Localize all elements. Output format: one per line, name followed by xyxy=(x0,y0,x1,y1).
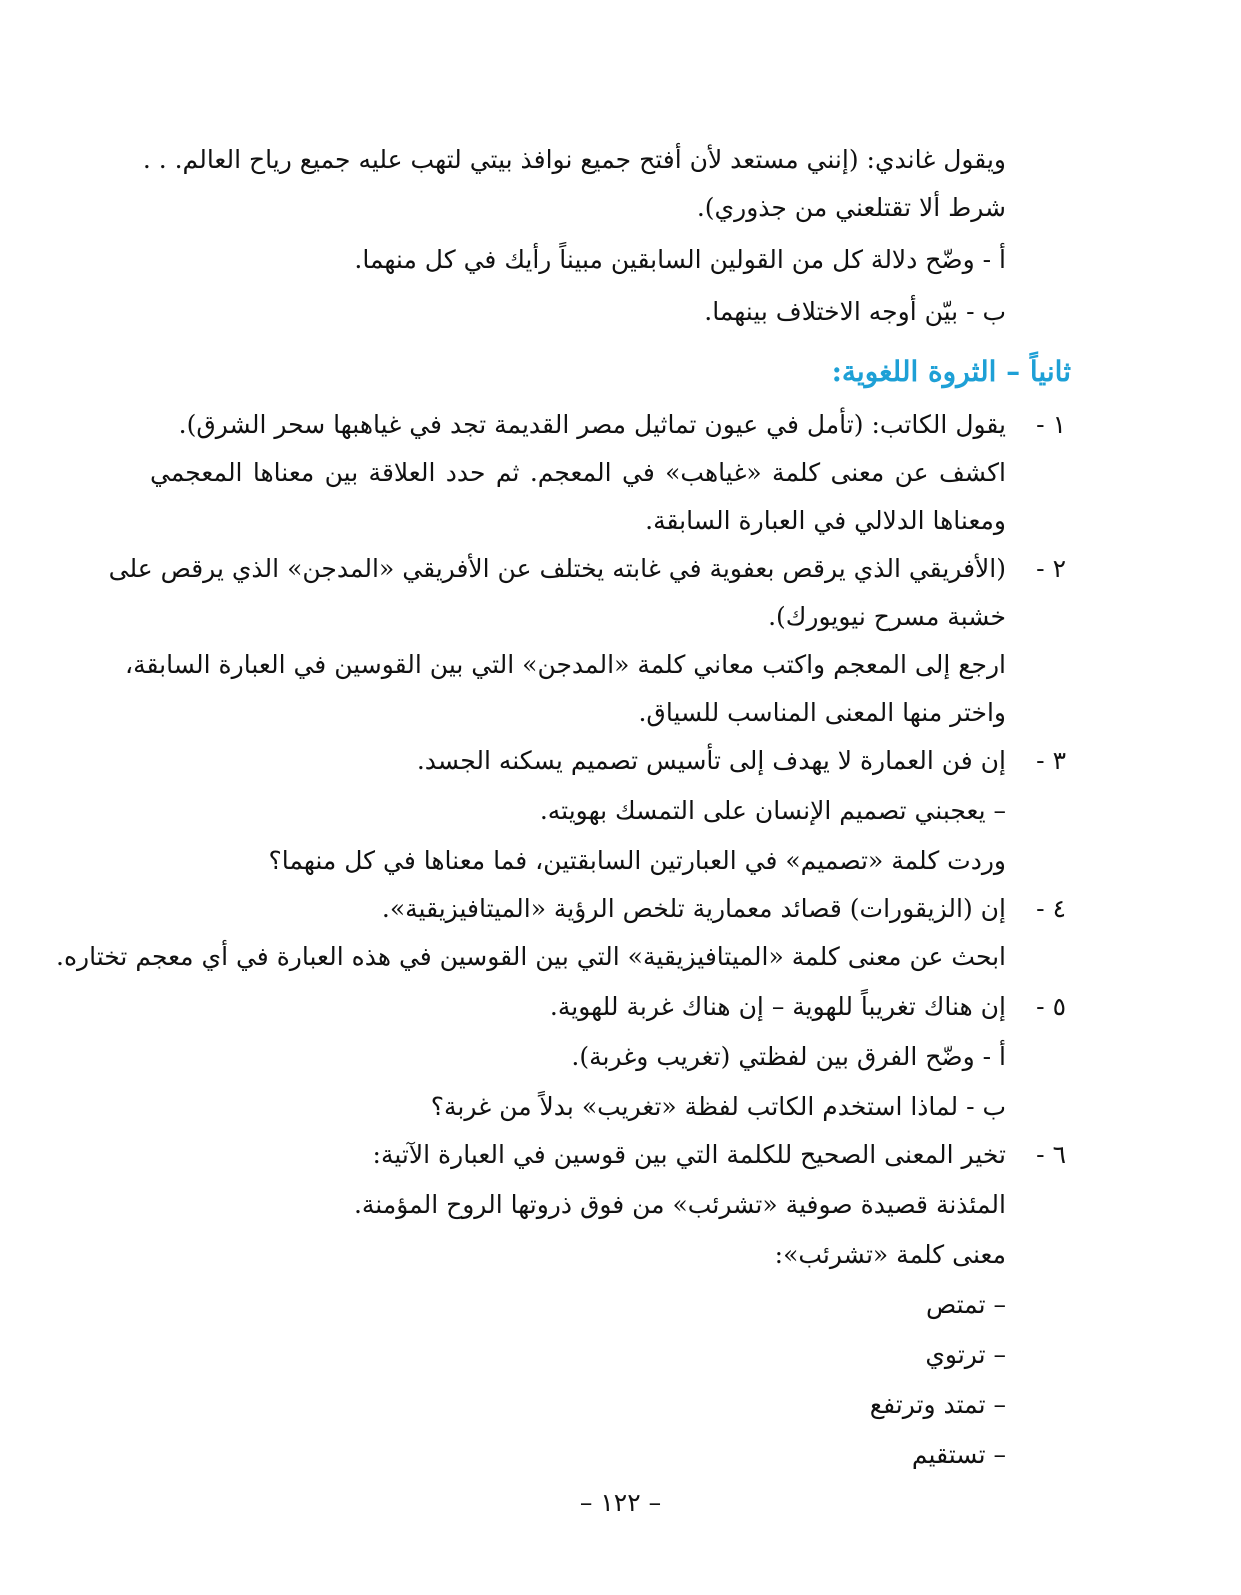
item-3-line-3: وردت كلمة «تصميم» في العبارتين السابقتين، فما معناها في كل منهما؟ xyxy=(268,846,1006,875)
item-5-question-b: ب - لماذا استخدم الكاتب لفظة «تغريب» بدلاً من غربة؟ xyxy=(430,1092,1006,1121)
item-4-number: ٤ - xyxy=(1036,894,1066,923)
item-5-number: ٥ - xyxy=(1036,992,1066,1021)
item-5-question-a: أ - وضّح الفرق بين لفظتي (تغريب وغربة). xyxy=(571,1042,1006,1071)
item-6-number: ٦ - xyxy=(1036,1140,1066,1169)
option-4: – تستقيم xyxy=(911,1440,1006,1469)
page-number: – ١٢٢ – xyxy=(579,1488,662,1517)
intro-line-2: شرط ألا تقتلعني من جذوري). xyxy=(696,193,1006,222)
item-6-line-3: معنى كلمة «تشرئب»: xyxy=(774,1240,1006,1269)
item-2-line-2: خشبة مسرح نيويورك). xyxy=(768,602,1006,631)
item-3-number: ٣ - xyxy=(1036,746,1066,775)
item-3-line-2: – يعجبني تصميم الإنسان على التمسك بهويته. xyxy=(539,796,1006,825)
item-6-line-1: تخير المعنى الصحيح للكلمة التي بين قوسين في العبارة الآتية: xyxy=(372,1140,1006,1169)
item-1-line-3: ومعناها الدلالي في العبارة السابقة. xyxy=(645,506,1006,535)
item-4-line-1: إن (الزيقورات) قصائد معمارية تلخص الرؤية «الميتافيزيقية». xyxy=(381,894,1006,923)
item-1-number: ١ - xyxy=(1036,410,1066,439)
item-3-line-1: إن فن العمارة لا يهدف إلى تأسيس تصميم يسكنه الجسد. xyxy=(416,746,1006,775)
intro-line-1: ويقول غاندي: (إنني مستعد لأن أفتح جميع نوافذ بيتي لتهب عليه جميع رياح العالم. . . xyxy=(142,145,1006,174)
item-4-line-2: ابحث عن معنى كلمة «الميتافيزيقية» التي بين القوسين في هذه العبارة في أي معجم تختاره. xyxy=(56,942,1006,971)
item-2-number: ٢ - xyxy=(1036,554,1066,583)
item-2-line-1: (الأفريقي الذي يرقص بعفوية في غابته يختلف عن الأفريقي «المدجن» الذي يرقص على xyxy=(108,554,1006,583)
option-3: – تمتد وترتفع xyxy=(869,1390,1006,1419)
section-title: ثانياً – الثروة اللغوية: xyxy=(831,355,1071,388)
intro-question-b: ب - بيّن أوجه الاختلاف بينهما. xyxy=(704,297,1006,326)
item-2-line-4: واختر منها المعنى المناسب للسياق. xyxy=(638,698,1006,727)
option-2: – ترتوي xyxy=(925,1340,1006,1369)
item-2-line-3: ارجع إلى المعجم واكتب معاني كلمة «المدجن» التي بين القوسين في العبارة السابقة، xyxy=(125,650,1006,679)
item-6-line-2: المئذنة قصيدة صوفية «تشرئب» من فوق ذروتها الروح المؤمنة. xyxy=(353,1190,1006,1219)
item-1-line-1: يقول الكاتب: (تأمل في عيون تماثيل مصر القديمة تجد في غياهبها سحر الشرق). xyxy=(178,410,1006,439)
intro-question-a: أ - وضّح دلالة كل من القولين السابقين مبيناً رأيك في كل منهما. xyxy=(354,245,1006,274)
item-1-line-2: اكشف عن معنى كلمة «غياهب» في المعجم. ثم حدد العلاقة بين معناها المعجمي xyxy=(150,458,1006,487)
option-1: – تمتص xyxy=(925,1290,1006,1319)
item-5-line-1: إن هناك تغريباً للهوية – إن هناك غربة للهوية. xyxy=(549,992,1006,1021)
